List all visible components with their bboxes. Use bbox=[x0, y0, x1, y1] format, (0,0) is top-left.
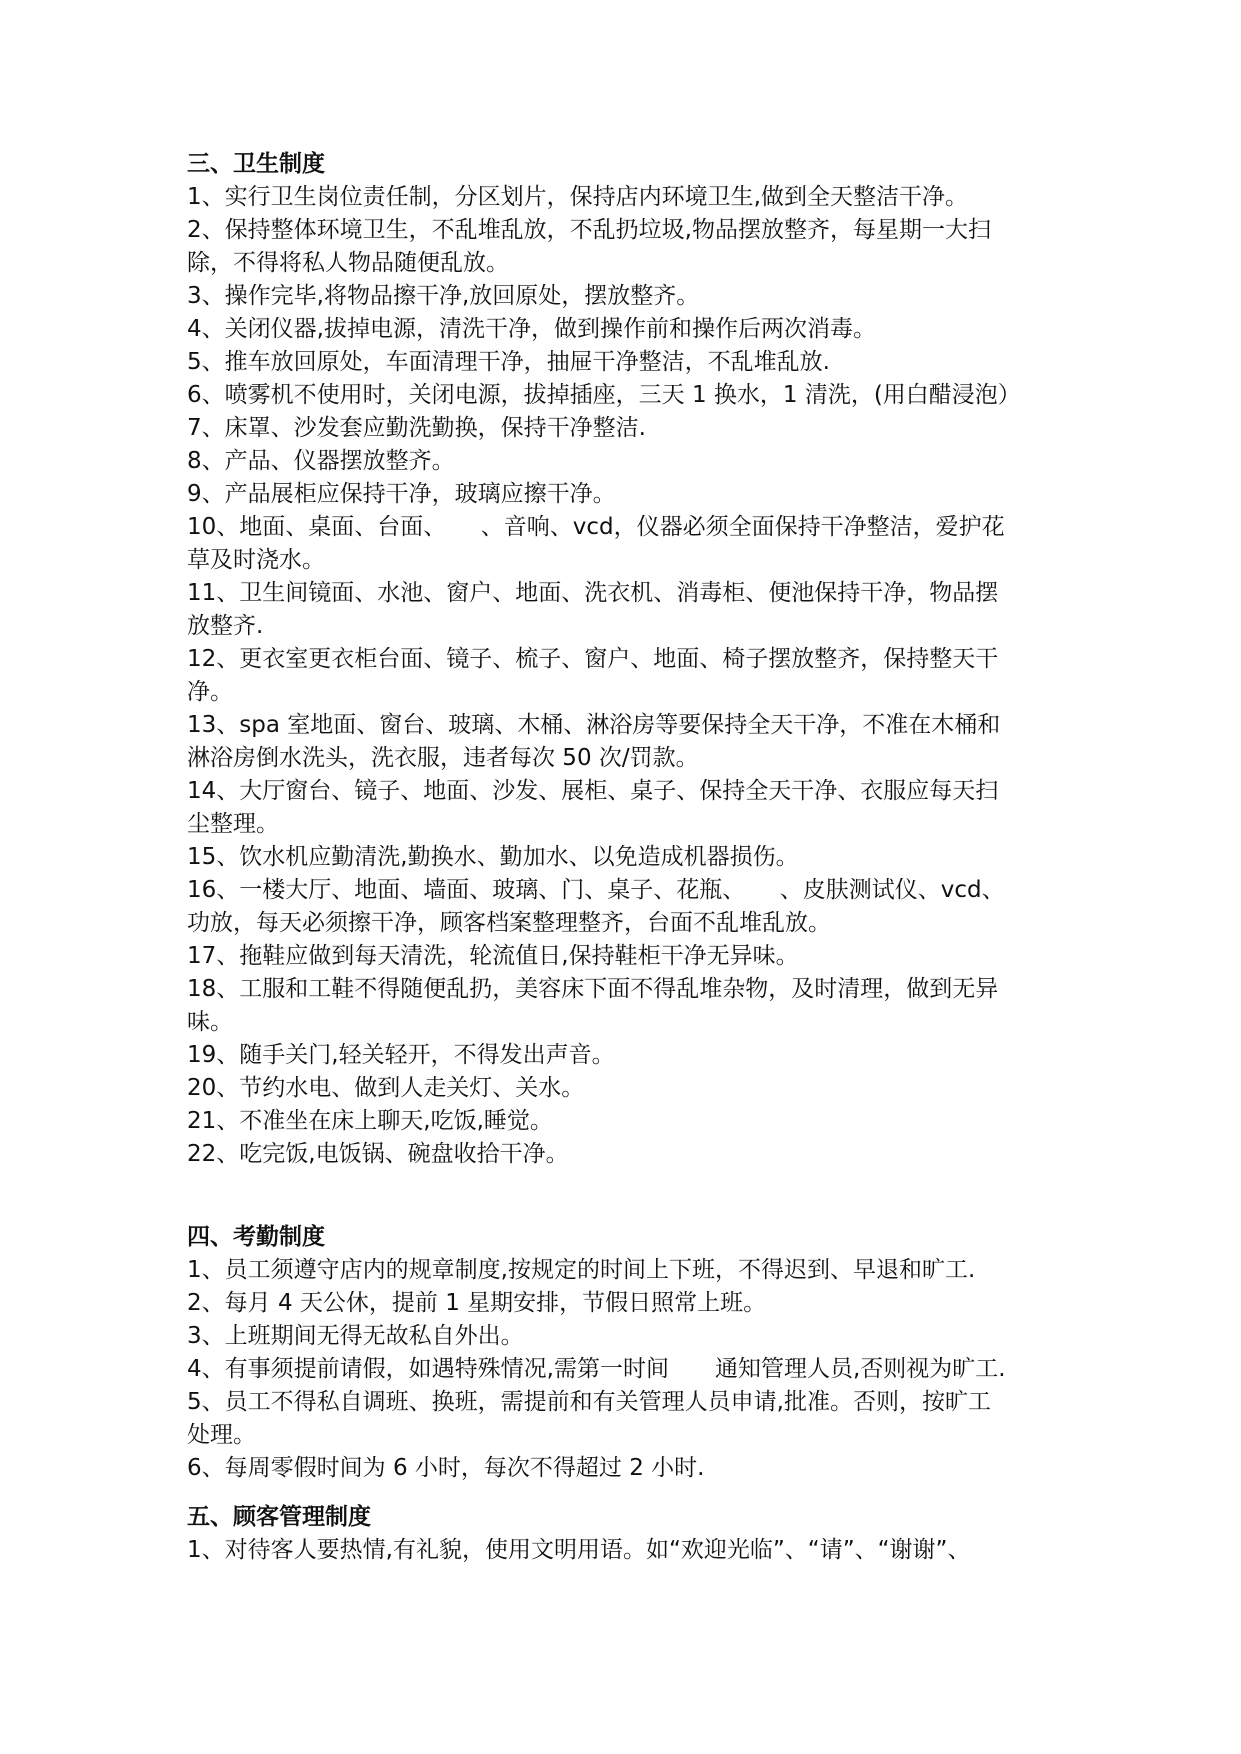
text-line: 9、产品展柜应保持干净，玻璃应擦干净。 bbox=[187, 481, 616, 507]
text-line: 17、拖鞋应做到每天清洗，轮流值日,保持鞋柜干净无异味。 bbox=[187, 943, 799, 969]
text-line: 处理。 bbox=[187, 1422, 256, 1448]
section-hygiene bbox=[187, 148, 1067, 1171]
text-line: 淋浴房倒水洗头，洗衣服，违者每次 50 次/罚款。 bbox=[187, 745, 699, 771]
text-line: 除，不得将私人物品随便乱放。 bbox=[187, 250, 509, 276]
document-page bbox=[187, 148, 1067, 1567]
text-line: 2、每月 4 天公休，提前 1 星期安排，节假日照常上班。 bbox=[187, 1290, 767, 1316]
text-line: 功放，每天必须擦干净，顾客档案整理整齐，台面不乱堆乱放。 bbox=[187, 910, 831, 936]
text-line: 20、节约水电、做到人走关灯、关水。 bbox=[187, 1075, 585, 1101]
text-line: 3、操作完毕,将物品擦干净,放回原处，摆放整齐。 bbox=[187, 283, 700, 309]
text-line: 16、一楼大厅、地面、墙面、玻璃、门、桌子、花瓶、 、皮肤测试仪、vcd、 bbox=[187, 877, 1005, 903]
text-line: 19、随手关门,轻关轻开，不得发出声音。 bbox=[187, 1042, 615, 1068]
text-line: 22、吃完饭,电饭锅、碗盘收拾干净。 bbox=[187, 1141, 569, 1167]
section-title-customer-management: 五、顾客管理制度 bbox=[187, 1504, 371, 1530]
text-line: 1、实行卫生岗位责任制，分区划片，保持店内环境卫生,做到全天整洁干净。 bbox=[187, 184, 968, 210]
text-line: 7、床罩、沙发套应勤洗勤换，保持干净整洁. bbox=[187, 415, 646, 441]
text-line: 草及时浇水。 bbox=[187, 547, 325, 573]
text-line: 8、产品、仪器摆放整齐。 bbox=[187, 448, 455, 474]
text-line: 21、不准坐在床上聊天,吃饭,睡觉。 bbox=[187, 1108, 553, 1134]
text-line: 味。 bbox=[187, 1009, 233, 1035]
text-line: 6、喷雾机不使用时，关闭电源，拔掉插座，三天 1 换水，1 清洗，(用白醋浸泡） bbox=[187, 382, 1021, 408]
section-title-hygiene: 三、卫生制度 bbox=[187, 151, 325, 177]
text-line: 18、工服和工鞋不得随便乱扔，美容床下面不得乱堆杂物，及时清理，做到无异 bbox=[187, 976, 999, 1002]
text-line: 5、推车放回原处，车面清理干净，抽屉干净整洁，不乱堆乱放. bbox=[187, 349, 830, 375]
text-line: 3、上班期间无得无故私自外出。 bbox=[187, 1323, 524, 1349]
section-title-attendance: 四、考勤制度 bbox=[187, 1224, 325, 1250]
text-line: 2、保持整体环境卫生，不乱堆乱放，不乱扔垃圾,物品摆放整齐，每星期一大扫 bbox=[187, 217, 991, 243]
text-line: 净。 bbox=[187, 679, 233, 705]
text-line: 4、有事须提前请假，如遇特殊情况,需第一时间 通知管理人员,否则视为旷工. bbox=[187, 1356, 1006, 1382]
text-line: 1、对待客人要热情,有礼貌，使用文明用语。如“欢迎光临”、“请”、“谢谢”、 bbox=[187, 1537, 971, 1563]
text-line: 13、spa 室地面、窗台、玻璃、木桶、淋浴房等要保持全天干净，不准在木桶和 bbox=[187, 712, 1001, 738]
section-customer-management bbox=[187, 1501, 1067, 1567]
text-line: 6、每周零假时间为 6 小时，每次不得超过 2 小时. bbox=[187, 1455, 705, 1481]
section-spacer bbox=[187, 1485, 1067, 1501]
text-line: 尘整理。 bbox=[187, 811, 279, 837]
text-line: 11、卫生间镜面、水池、窗户、地面、洗衣机、消毒柜、便池保持干净，物品摆 bbox=[187, 580, 999, 606]
section-spacer bbox=[187, 1171, 1067, 1221]
text-line: 15、饮水机应勤清洗,勤换水、勤加水、以免造成机器损伤。 bbox=[187, 844, 799, 870]
text-line: 12、更衣室更衣柜台面、镜子、梳子、窗户、地面、椅子摆放整齐，保持整天干 bbox=[187, 646, 999, 672]
text-line: 10、地面、桌面、台面、 、音响、vcd，仪器必须全面保持干净整洁，爱护花 bbox=[187, 514, 1005, 540]
section-attendance bbox=[187, 1221, 1067, 1485]
text-line: 14、大厅窗台、镜子、地面、沙发、展柜、桌子、保持全天干净、衣服应每天扫 bbox=[187, 778, 999, 804]
text-line: 4、关闭仪器,拔掉电源，清洗干净，做到操作前和操作后两次消毒。 bbox=[187, 316, 876, 342]
text-line: 5、员工不得私自调班、换班，需提前和有关管理人员申请,批准。否则，按旷工 bbox=[187, 1389, 991, 1415]
text-line: 放整齐. bbox=[187, 613, 264, 639]
text-line: 1、员工须遵守店内的规章制度,按规定的时间上下班，不得迟到、早退和旷工. bbox=[187, 1257, 976, 1283]
